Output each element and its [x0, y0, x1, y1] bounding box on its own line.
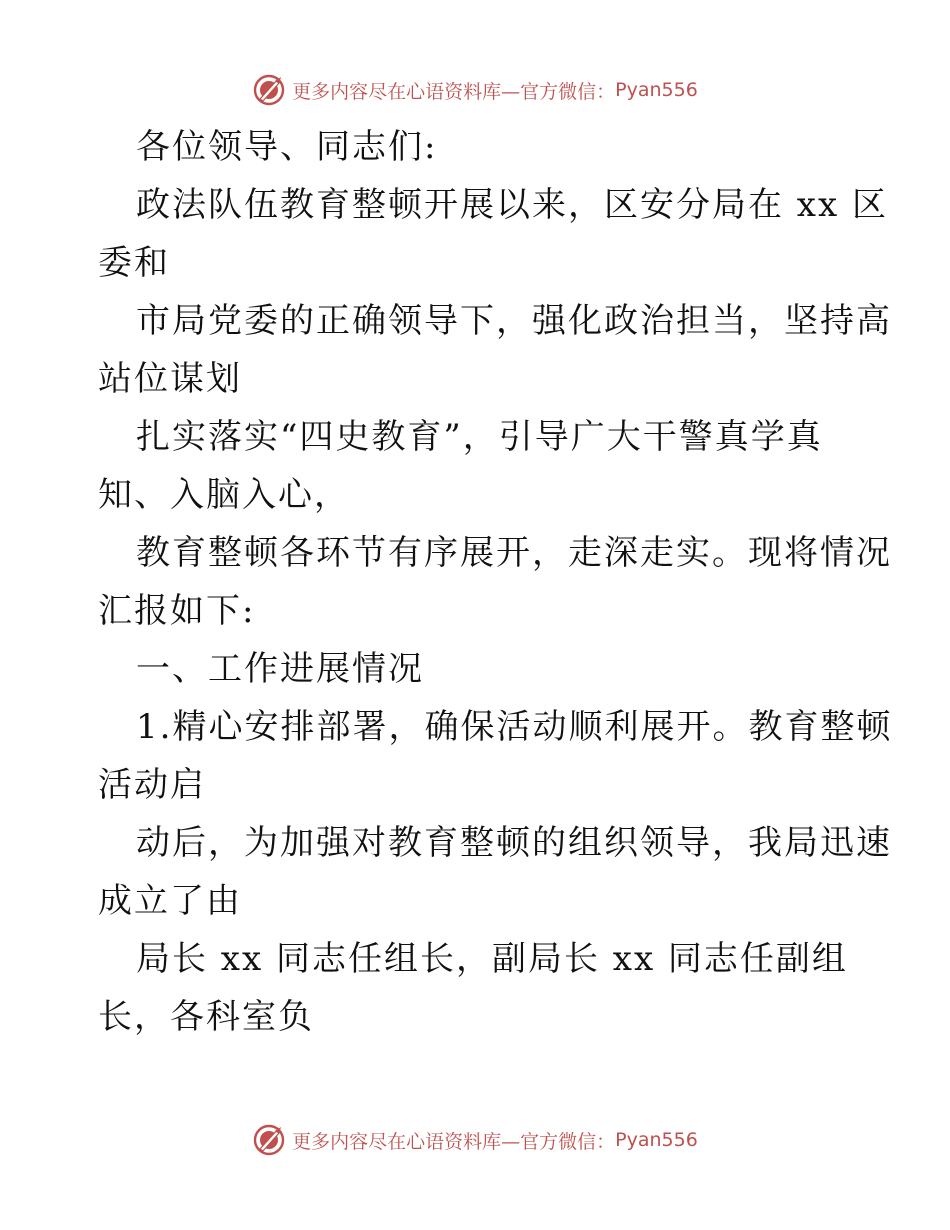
header-banner-text: 更多内容尽在心语资料库—官方微信： [292, 80, 616, 103]
paragraph-line: 扎实落实“四史教育”，引导广大干警真学真 [136, 417, 823, 457]
paragraph-line: 知、入脑入心， [98, 475, 350, 515]
paragraph-line: 长，各科室负 [98, 997, 314, 1037]
paragraph-line: 1.精心安排部署，确保活动顺利展开。教育整顿 [136, 707, 893, 747]
paragraph-line: 委和 [98, 243, 170, 283]
paragraph-line: 站位谋划 [98, 359, 242, 399]
section-heading: 一、工作进展情况 [136, 649, 424, 689]
footer-banner-text: 更多内容尽在心语资料库—官方微信： [292, 1130, 616, 1153]
quill-logo-icon [252, 73, 286, 107]
document-body [98, 118, 893, 1046]
paragraph-line: 动后，为加强对教育整顿的组织领导，我局迅速 [136, 823, 892, 863]
footer-wechat-id: Pyan556 [615, 1129, 698, 1151]
footer-watermark-banner [0, 1120, 950, 1160]
paragraph-line: 教育整顿各环节有序展开，走深走实。现将情况 [136, 533, 892, 573]
header-wechat-id: Pyan556 [615, 79, 698, 101]
paragraph-line: 成立了由 [98, 881, 242, 921]
salutation-line: 各位领导、同志们: [136, 127, 438, 167]
paragraph-line: 政法队伍教育整顿开展以来，区安分局在 xx 区 [136, 185, 888, 225]
paragraph-line: 汇报如下: [98, 591, 256, 631]
paragraph-line: 市局党委的正确领导下，强化政治担当，坚持高 [136, 301, 892, 341]
paragraph-line: 局长 xx 同志任组长，副局长 xx 同志任副组 [136, 939, 848, 979]
header-watermark-banner [0, 70, 950, 110]
paragraph-line: 活动启 [98, 765, 206, 805]
quill-logo-icon [252, 1123, 286, 1157]
